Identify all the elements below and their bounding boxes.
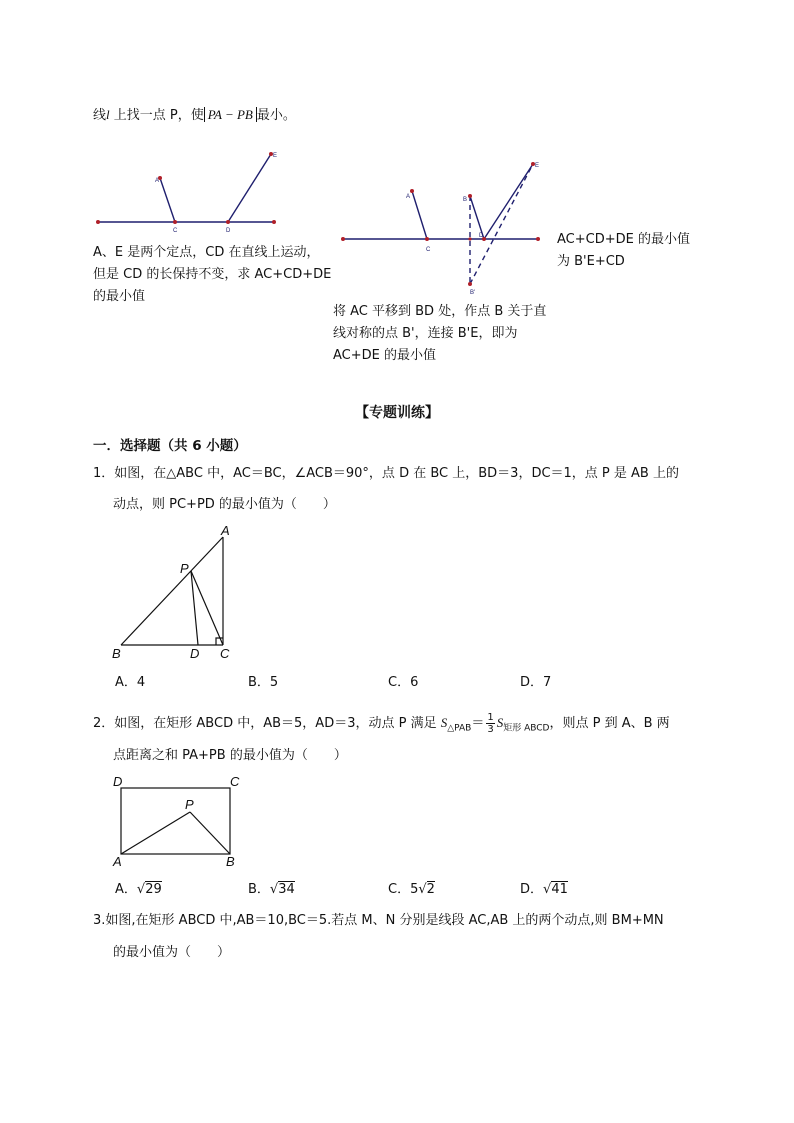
fig2-caption-line: 线对称的点 B'，连接 B'E，即为 [333, 326, 518, 341]
q1-option-a[interactable]: A．4 [115, 675, 146, 690]
fig2-label-e: E [535, 163, 540, 169]
q2-frac-num: 1 [487, 712, 494, 723]
q2-text-line1a: 如图，在矩形 ABCD 中，AB＝5，AD＝3，动点 P 满足 [114, 716, 441, 731]
q3-line1 [93, 910, 664, 932]
fig2-side-note-line: AC+CD+DE 的最小值 [557, 232, 690, 247]
q3-text-line1: 如图,在矩形 ABCD 中,AB＝10,BC＝5.若点 M、N 分别是线段 AC,AB 上的两个动点,则 BM+MN [105, 913, 664, 928]
q2-line2: 点距离之和 PA+PB 的最小值为（ ） [113, 748, 347, 763]
fig2-caption-line: AC+DE 的最小值 [333, 348, 436, 363]
q2-option-d-letter: D． [520, 882, 544, 897]
part-heading: 一．选择题（共 6 小题） [93, 438, 247, 454]
q2-frac-den: 3 [487, 724, 494, 735]
fig1-label-a: A [155, 178, 160, 184]
q2-label-p: P [185, 797, 194, 812]
q2-option-a[interactable] [115, 880, 162, 900]
intro-suffix: 最小。 [256, 108, 296, 123]
intro-prefix: 线 [93, 108, 107, 123]
q2-option-b-letter: B． [248, 882, 270, 897]
q2-option-a-letter: A． [115, 882, 137, 897]
q2-label-a: A [113, 854, 122, 869]
fig1-caption-line: A、E 是两个定点，CD 在直线上运动， [93, 245, 320, 260]
fig1-label-d: D [226, 228, 231, 234]
q2-s-rect: S [496, 715, 504, 730]
fig1-label-c: C [173, 228, 178, 234]
q2-line-pb [190, 812, 230, 854]
fig2-caption-line: 将 AC 平移到 BD 处，作点 B 关于直 [333, 304, 547, 319]
fig2-label-c: C [426, 247, 431, 253]
section-title: 【专题训练】 [355, 405, 439, 421]
fig2-label-a: A [406, 194, 411, 200]
q3-number: 3. [93, 913, 106, 928]
intro-line-l: l [106, 107, 110, 122]
sqrt-icon: √ [136, 882, 146, 897]
fig1-label-e: E [273, 153, 278, 159]
q2-text-line1b: ，则点 P 到 A、B 两 [549, 716, 670, 731]
q2-option-c[interactable] [388, 880, 435, 900]
fig2-label-bprime: B' [470, 290, 476, 296]
q2-s-rect-sub: 矩形 ABCD [503, 723, 550, 734]
q2-line-ap [121, 812, 190, 854]
q1-label-p: P [180, 561, 189, 576]
sqrt-icon: √ [543, 882, 552, 897]
q1-label-c: C [220, 646, 230, 661]
q2-number: 2． [93, 716, 115, 731]
q2-option-c-radicand: 2 [426, 882, 435, 897]
q1-label-b: B [112, 646, 121, 661]
q2-option-c-coef: 5 [410, 882, 419, 897]
q1-option-c[interactable]: C．6 [388, 675, 419, 690]
q1-text-line1: 如图，在△ABC 中，AC＝BC，∠ACB＝90°，点 D 在 BC 上，BD＝3，DC＝1，点 P 是 AB 上的 [114, 466, 679, 481]
q2-option-b-radicand: 34 [278, 882, 295, 897]
q2-label-d: D [113, 774, 123, 789]
q2-equals: ＝ [471, 716, 485, 731]
sqrt-icon: √ [418, 882, 427, 897]
q2-s-tri: S [440, 715, 448, 730]
fig2-side-note-line: 为 B'E+CD [557, 254, 625, 269]
q2-s-tri-sub: △PAB [447, 723, 472, 734]
fig2-label-d: D [479, 233, 484, 239]
q1-label-d: D [190, 646, 200, 661]
q2-label-c: C [230, 774, 240, 789]
q1-number: 1． [93, 466, 115, 481]
q1-option-d[interactable]: D．7 [520, 675, 552, 690]
q2-option-a-radicand: 29 [145, 882, 162, 897]
q2-label-b: B [226, 854, 235, 869]
q1-option-b[interactable]: B．5 [248, 675, 279, 690]
q2-option-d-radicand: 41 [551, 882, 568, 897]
q3-line2: 的最小值为（ ） [113, 945, 231, 960]
sqrt-icon: √ [269, 882, 279, 897]
fig1-caption-line: 但是 CD 的长保持不变，求 AC+CD+DE [93, 267, 332, 282]
q1-label-a: A [221, 523, 230, 538]
intro-middle: 上找一点 P，使 [109, 108, 204, 123]
q1-line2: 动点，则 PC+PD 的最小值为（ ） [113, 497, 336, 512]
q2-option-b[interactable] [248, 880, 295, 900]
fig1-caption-line: 的最小值 [93, 289, 146, 304]
q2-option-d[interactable] [520, 880, 568, 900]
q2-option-c-letter: C． [388, 882, 411, 897]
fig2-label-b: B [463, 197, 468, 203]
intro-expr-text: PA − PB [207, 107, 253, 122]
